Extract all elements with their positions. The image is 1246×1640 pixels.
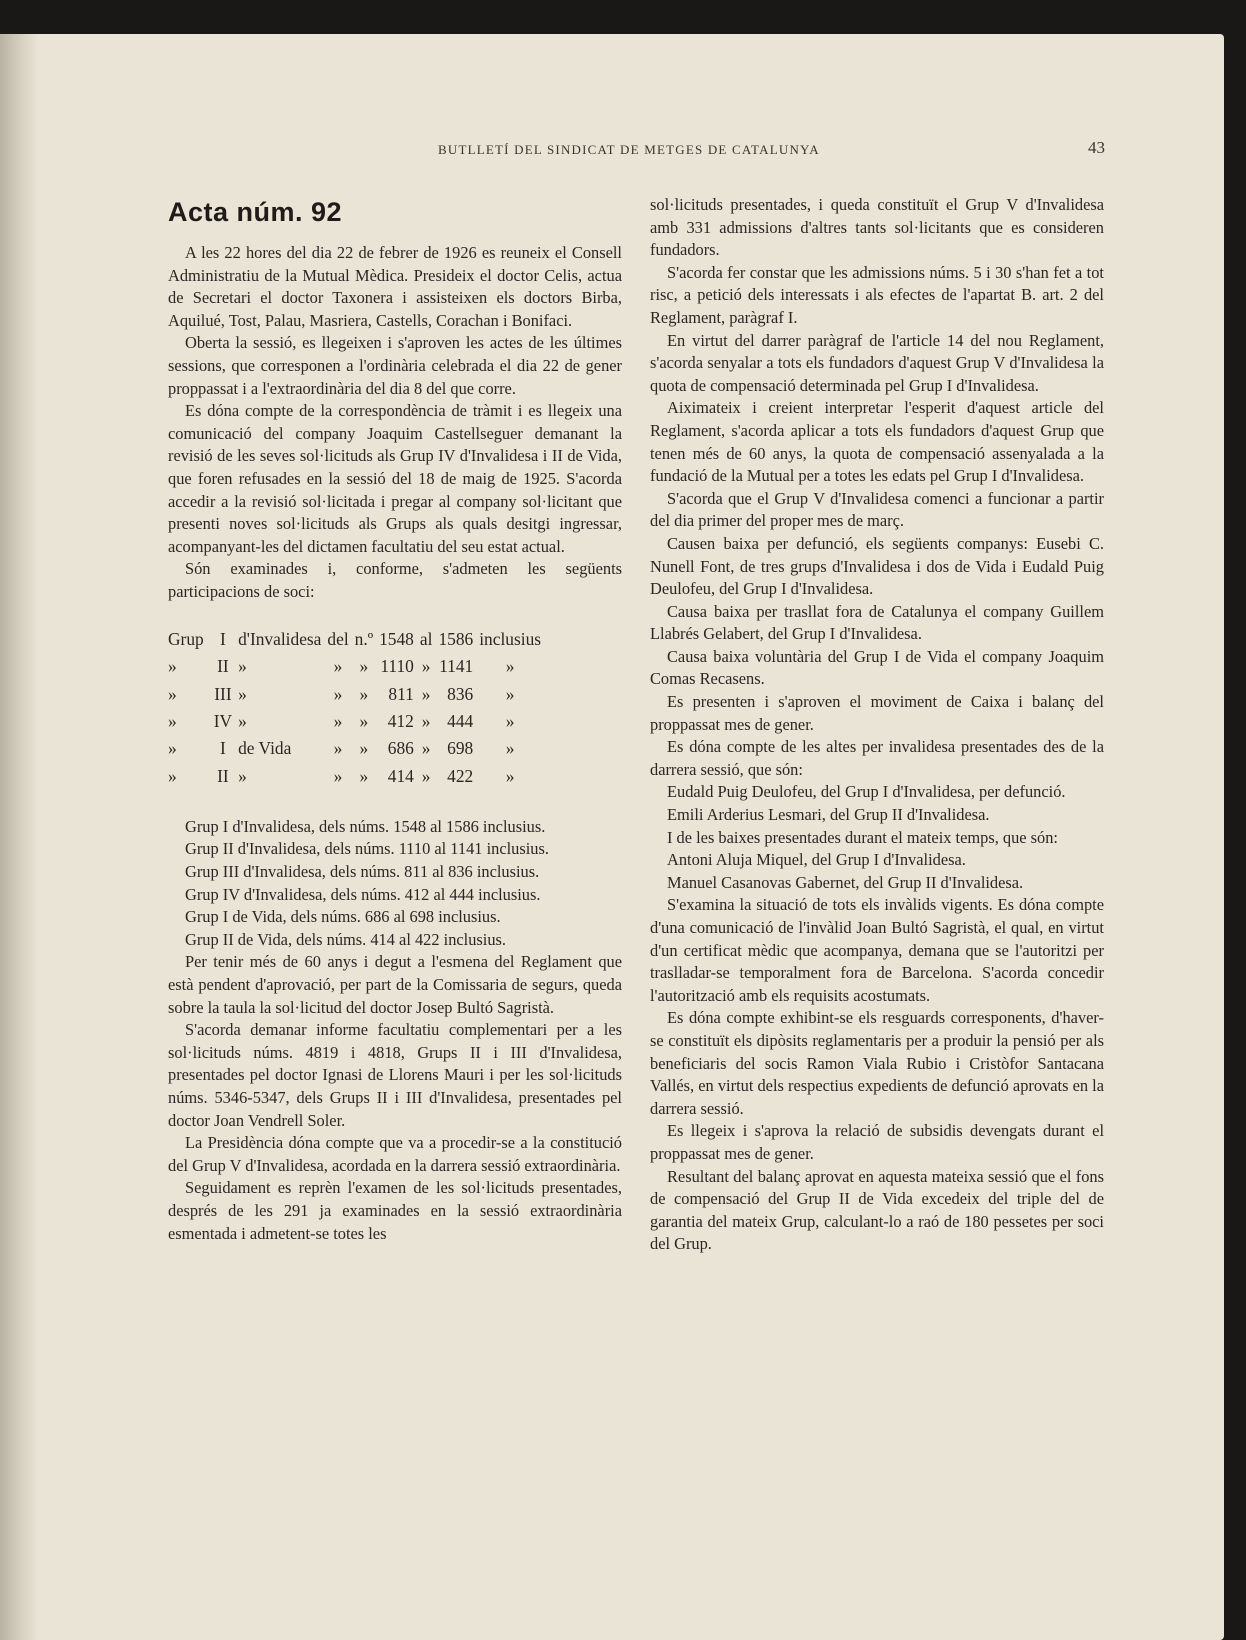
- table-cell: »: [505, 711, 515, 732]
- paragraph: A les 22 hores del dia 22 de febrer de 1926 es reuneix el Consell Administratiu de la Mutual Mèdica. Presideix el doctor Celis, actua de Secretari el doctor Taxonera i assisteixen els doctors Birba, Aquilué, Tost, Palau, Masriera, Castells, Corachan i Bonifaci.: [168, 243, 622, 330]
- paragraph: Grup II d'Invalidesa, dels núms. 1110 al 1141 inclusius.: [185, 839, 549, 859]
- paragraph: Es dóna compte exhibint-se els resguards corresponents, d'haver-se constituït els dipòsits reglamentaris per a produir la pensió per als beneficiaris del socis Ramon Viala Rubio i Cristòfor Santacana Vallés, en virtut dels respectius expedients de defunció aprovats en la darrera sessió.: [650, 1008, 1104, 1118]
- paragraph: Per tenir més de 60 anys i degut a l'esmena del Reglament que està pendent d'aprovació, per part de la Comissaria de segurs, queda sobre la taula la sol·licitud del doctor Josep Bultó Sagristà.: [168, 952, 622, 1017]
- table-cell: »: [238, 656, 247, 677]
- table-cell: »: [359, 711, 369, 732]
- table-cell: 1548: [379, 628, 414, 649]
- table-cell: »: [168, 656, 177, 677]
- table-cell: »: [421, 711, 431, 732]
- paragraph: Es dóna compte de les altes per invalidesa presentades des de la darrera sessió, que són:: [650, 737, 1104, 779]
- table-row: [168, 762, 547, 789]
- table-cell: 698: [447, 738, 474, 759]
- paragraph: Grup II de Vida, dels núms. 414 al 422 inclusius.: [185, 929, 507, 949]
- table-row: [168, 653, 547, 680]
- paragraph: Causa baixa per trasllat fora de Catalunya el company Guillem Llabrés Gelabert, del Grup I d'Invalidesa.: [650, 601, 1104, 644]
- paragraph: S'examina la situació de tots els invàlids vigents. Es dóna compte d'una comunicació de l'invàlid Joan Bultó Sagristà, el qual, en virtut d'un certificat mèdic que acompanya, demana que se l'autoritzi per traslladar-se temporalment fora de Barcelona. S'acorda concedir l'autorització amb els requisits acostumats.: [650, 895, 1104, 1005]
- paragraph: Grup I d'Invalidesa, dels núms. 1548 al 1586 inclusius.: [185, 816, 546, 836]
- paragraph: Oberta la sessió, es llegeixen i s'aproven les actes de les últimes sessions, que corresponen a l'ordinària celebrada el dia 22 de gener proppassat i a l'extraordinària del dia 8 del que corre.: [168, 333, 622, 398]
- table-cell: Grup: [168, 628, 204, 649]
- table-cell: 811: [388, 683, 414, 704]
- table-cell: 836: [447, 683, 474, 704]
- table-cell: »: [505, 656, 515, 677]
- paragraph: Es llegeix i s'aprova la relació de subsidis devengats durant el proppassat mes de gener.: [650, 1121, 1104, 1163]
- paragraph: Són examinades i, conforme, s'admeten les següents participacions de soci:: [168, 559, 622, 601]
- paragraph: I de les baixes presentades durant el mateix temps, que són:: [667, 827, 1058, 847]
- table-cell: 1586: [438, 628, 474, 649]
- left-column: [168, 194, 622, 1245]
- table-cell: »: [333, 765, 343, 786]
- paragraph: Grup IV d'Invalidesa, dels núms. 412 al 444 inclusius.: [185, 884, 541, 904]
- paragraph: Seguidament es reprèn l'examen de les sol·licituds presentades, després de les 291 ja examinades en la sessió extraordinària esmentada i admetent-se totes les: [168, 1178, 622, 1243]
- table-cell: »: [421, 656, 431, 677]
- table-cell: »: [168, 683, 177, 704]
- table-cell: 1110: [380, 656, 414, 677]
- table-cell: »: [333, 656, 343, 677]
- table-row: [168, 735, 547, 762]
- binding-gutter: [0, 34, 38, 1640]
- table-cell: »: [333, 683, 343, 704]
- table-cell: d'Invalidesa: [238, 628, 322, 649]
- table-cell: 414: [387, 765, 414, 786]
- table-cell: »: [421, 765, 431, 786]
- paragraph: Eudald Puig Deulofeu, del Grup I d'Invalidesa, per defunció.: [667, 782, 1066, 802]
- table-cell: IV: [213, 711, 233, 732]
- table-cell: »: [359, 683, 369, 704]
- table-cell: 422: [447, 765, 474, 786]
- table-cell: »: [168, 738, 177, 759]
- table-cell: de Vida: [238, 738, 292, 759]
- table-row: [168, 626, 547, 653]
- table-cell: del: [327, 628, 349, 649]
- table-cell: »: [359, 738, 369, 759]
- table-cell: »: [505, 683, 515, 704]
- paragraph: Resultant del balanç aprovat en aquesta mateixa sessió que el fons de compensació del Grup II de Vida excedeix del triple del de garantia del mateix Grup, calculant-lo a raó de 180 pessetes per soci del Grup.: [650, 1166, 1104, 1254]
- article-title: Acta núm. 92: [168, 197, 343, 227]
- paragraph: S'acorda demanar informe facultatiu complementari per a les sol·licituds núms. 4819 i 4818, Grups II i III d'Invalidesa, presentades pel doctor Ignasi de Llorens Mauri i per les sol·licituds núms. 5346-5347, dels Grups II i III d'Invalidesa, presentades pel doctor Joan Vendrell Soler.: [168, 1020, 622, 1130]
- paragraph: Es presenten i s'aproven el moviment de Caixa i balanç del proppassat mes de gener.: [650, 692, 1104, 734]
- table-cell: »: [333, 711, 343, 732]
- table-cell: »: [359, 656, 369, 677]
- paragraph: Manuel Casanovas Gabernet, del Grup II d'Invalidesa.: [667, 872, 1024, 892]
- table-cell: »: [168, 765, 177, 786]
- page-sheet: [0, 34, 1224, 1640]
- paragraph: Antoni Aluja Miquel, del Grup I d'Invalidesa.: [667, 850, 966, 870]
- table-cell: »: [238, 683, 247, 704]
- table-cell: »: [238, 765, 247, 786]
- table-row: [168, 680, 547, 707]
- table-cell: 412: [387, 711, 414, 732]
- paragraph: Es dóna compte de la correspondència de tràmit i es llegeix una comunicació del company Joaquim Castellseguer demanant la revisió de les seves sol·licituds als Grup IV d'Invalidesa i II de Vida, que foren refusades en la sessió del 18 de maig de 1925. S'acorda accedir a la revisió sol·licitada i pregar al company sol·licitant que presenti noves sol·licituds als Grups als quals desitgi ingressar, acompanyant-les del dictamen facultatiu del seu estat actual.: [168, 401, 622, 556]
- paragraph: Aiximateix i creient interpretar l'esperit d'aquest article del Reglament, s'acorda aplicar a tots els fundadors d'aquest Grup que tenen més de 60 anys, la quota de compensació assenyalada a la fundació de la Mutual per a totes les edats pel Grup I d'Invalidesa.: [650, 398, 1104, 486]
- paragraph: En virtut del darrer paràgraf de l'article 14 del nou Reglament, s'acorda senyalar a tots els fundadors d'aquest Grup V d'Invalidesa la quota de compensació determinada pel Grup I d'Invalidesa.: [650, 330, 1104, 395]
- table-cell: I: [220, 738, 226, 759]
- paragraph: Causen baixa per defunció, els següents companys: Eusebi C. Nunell Font, de tres grups d'Invalidesa i dos de Vida i Eudald Puig Deulofeu, del Grup I d'Invalidesa.: [650, 533, 1104, 599]
- table-cell: »: [505, 738, 515, 759]
- table-cell: »: [421, 683, 431, 704]
- table-cell: al: [419, 628, 433, 649]
- paragraph: sol·licituds presentades, i queda constituït el Grup V d'Invalidesa amb 331 admissions d'altres tants sol·licitants que es consideren fundadors.: [650, 195, 1104, 260]
- table-cell: »: [238, 711, 247, 732]
- paragraph: La Presidència dóna compte que va a procedir-se a la constitució del Grup V d'Invalidesa, acordada en la darrera sessió extraordinària.: [168, 1133, 622, 1175]
- paragraph: Causa baixa voluntària del Grup I de Vida el company Joaquim Comas Recasens.: [650, 646, 1104, 689]
- table-cell: I: [220, 628, 226, 649]
- table-cell: III: [214, 683, 232, 704]
- table-cell: 1141: [439, 656, 474, 677]
- table-cell: 444: [447, 711, 474, 732]
- table-cell: »: [168, 711, 177, 732]
- table-row: [168, 708, 547, 735]
- table-cell: »: [421, 738, 431, 759]
- table-cell: »: [359, 765, 369, 786]
- table-cell: inclusius: [479, 628, 542, 649]
- table-cell: »: [505, 765, 515, 786]
- right-column: [650, 194, 1104, 1256]
- paragraph: S'acorda que el Grup V d'Invalidesa comenci a funcionar a partir del dia primer del proper mes de març.: [650, 488, 1104, 531]
- page-number: 43: [1088, 138, 1105, 157]
- running-title: BUTLLETÍ DEL SINDICAT DE METGES DE CATALUNYA: [438, 142, 820, 157]
- page-header: [0, 138, 1224, 166]
- paragraph: Emili Arderius Lesmari, del Grup II d'Invalidesa.: [667, 805, 990, 825]
- table-cell: »: [333, 738, 343, 759]
- table-cell: n.º: [354, 628, 374, 649]
- paragraph: Grup I de Vida, dels núms. 686 al 698 inclusius.: [185, 907, 501, 927]
- table-cell: II: [217, 656, 229, 677]
- table-cell: II: [217, 765, 229, 786]
- table-cell: 686: [387, 738, 414, 759]
- paragraph: S'acorda fer constar que les admissions núms. 5 i 30 s'han fet a tot risc, a petició dels interessats i als efectes de l'apartat B. art. 2 del Reglament, paràgraf I.: [650, 262, 1104, 327]
- admissions-table: [168, 626, 547, 790]
- paragraph: Grup III d'Invalidesa, dels núms. 811 al 836 inclusius.: [185, 862, 540, 882]
